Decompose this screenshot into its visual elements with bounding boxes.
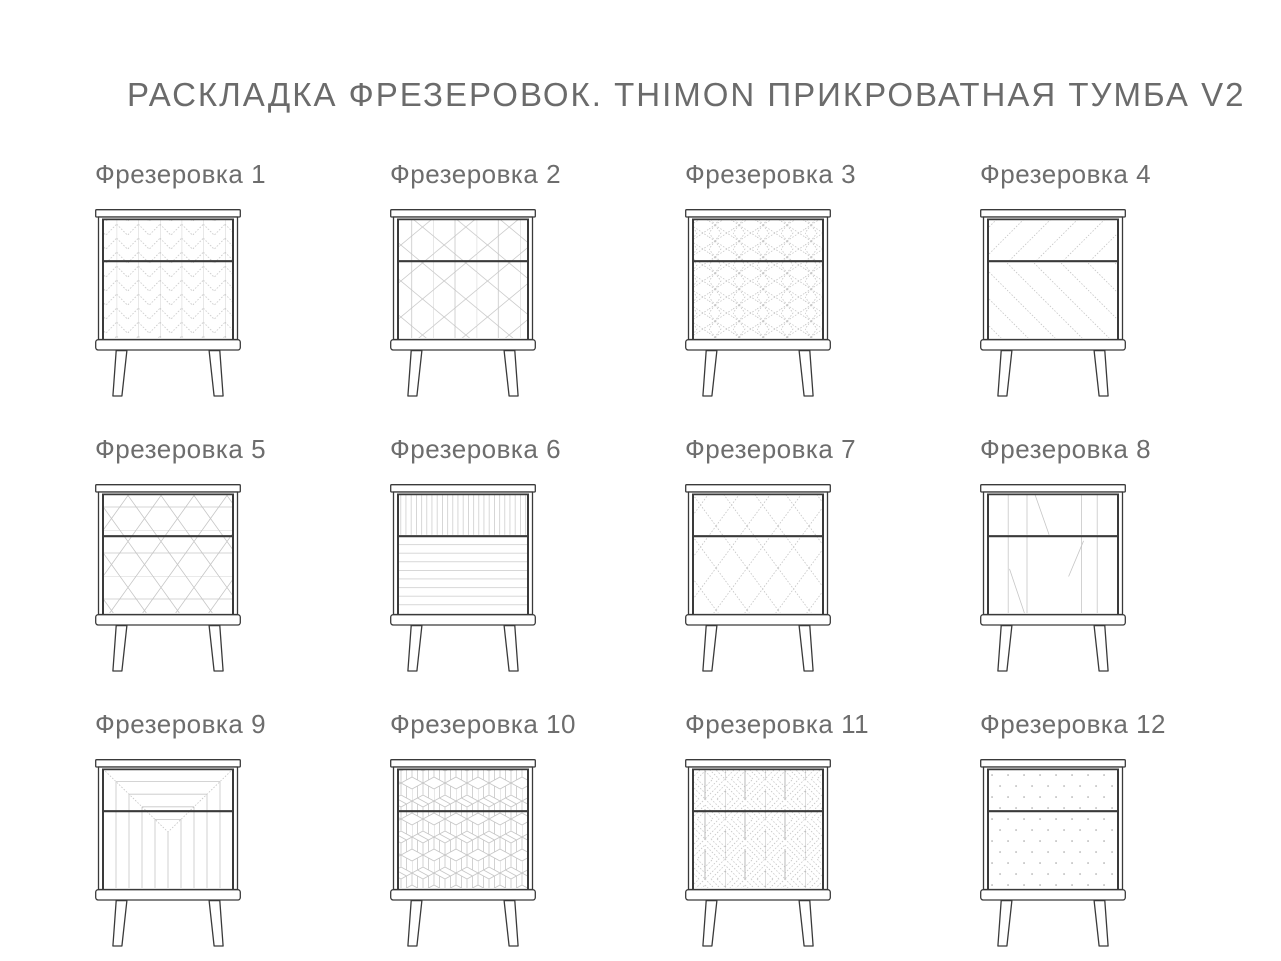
cabinet-drawing: [685, 209, 831, 397]
right-leg: [1094, 626, 1108, 671]
cabinet-top: [391, 210, 536, 217]
cabinet-base: [686, 615, 831, 625]
cabinet-body: [984, 492, 1123, 615]
cabinet-drawing-wrap: [95, 484, 241, 672]
cabinet-drawing-wrap: [95, 209, 241, 397]
milling-option: [685, 709, 895, 947]
cabinet-base: [981, 890, 1126, 900]
front-pattern: [103, 219, 233, 338]
front-pattern: [693, 219, 823, 338]
cabinet-base: [981, 615, 1126, 625]
cabinet-top: [391, 760, 536, 767]
cabinet-drawing: [980, 484, 1126, 672]
milling-option-label: Фрезеровка 1: [95, 159, 267, 189]
front-pattern: [398, 219, 528, 338]
cabinet-drawing-wrap: [390, 209, 536, 397]
cabinet-drawing-wrap: [685, 484, 831, 672]
cabinet-drawing-wrap: [980, 209, 1126, 397]
milling-options-grid: [0, 159, 1281, 947]
top-drawer-pattern: [398, 494, 528, 535]
left-leg: [113, 901, 127, 946]
cabinet-top: [981, 485, 1126, 492]
front-pattern: [988, 769, 1118, 888]
milling-option-label: Фрезеровка 9: [95, 709, 267, 739]
right-leg: [209, 351, 223, 396]
cabinet-top: [96, 760, 241, 767]
cabinet-base: [96, 340, 241, 350]
front-pattern: [398, 769, 528, 888]
cabinet-top: [686, 485, 831, 492]
right-leg: [209, 626, 223, 671]
cabinet-drawing: [980, 209, 1126, 397]
milling-option: [95, 159, 305, 397]
cabinet-drawing: [685, 759, 831, 947]
cabinet-base: [981, 340, 1126, 350]
cabinet-top: [686, 210, 831, 217]
front-pattern: [103, 494, 233, 613]
front-pattern: [693, 769, 823, 888]
milling-option: [95, 709, 305, 947]
left-leg: [703, 351, 717, 396]
cabinet-drawing: [390, 484, 536, 672]
cabinet-drawing: [390, 209, 536, 397]
milling-option-label: Фрезеровка 2: [390, 159, 562, 189]
cabinet-base: [96, 615, 241, 625]
milling-option: [980, 159, 1190, 397]
bottom-drawer-pattern: [988, 262, 1118, 338]
right-leg: [799, 901, 813, 946]
milling-option: [980, 434, 1190, 672]
milling-option: [390, 709, 600, 947]
left-leg: [998, 351, 1012, 396]
cabinet-drawing: [685, 484, 831, 672]
milling-option-label: Фрезеровка 12: [980, 709, 1166, 739]
cabinet-base: [391, 890, 536, 900]
top-drawer-pattern: [988, 219, 1118, 260]
cabinet-base: [391, 340, 536, 350]
cabinet-drawing-wrap: [95, 759, 241, 947]
cabinet-drawing: [980, 759, 1126, 947]
cabinet-drawing-wrap: [980, 484, 1126, 672]
right-leg: [1094, 901, 1108, 946]
right-leg: [504, 351, 518, 396]
milling-option: [95, 434, 305, 672]
right-leg: [209, 901, 223, 946]
cabinet-drawing-wrap: [685, 759, 831, 947]
milling-option: [980, 709, 1190, 947]
cabinet-top: [981, 760, 1126, 767]
cabinet-base: [391, 615, 536, 625]
left-leg: [703, 626, 717, 671]
cabinet-top: [96, 485, 241, 492]
cabinet-drawing: [390, 759, 536, 947]
front-pattern: [693, 494, 823, 613]
right-leg: [799, 626, 813, 671]
milling-option-label: Фрезеровка 11: [685, 709, 870, 739]
milling-option-label: Фрезеровка 3: [685, 159, 857, 189]
right-leg: [504, 626, 518, 671]
left-leg: [408, 351, 422, 396]
left-leg: [998, 626, 1012, 671]
right-leg: [799, 351, 813, 396]
cabinet-base: [686, 890, 831, 900]
cabinet-top: [96, 210, 241, 217]
milling-option: [390, 159, 600, 397]
left-leg: [113, 351, 127, 396]
milling-option-label: Фрезеровка 7: [685, 434, 857, 464]
cabinet-top: [981, 210, 1126, 217]
milling-option: [685, 159, 895, 397]
milling-option-label: Фрезеровка 5: [95, 434, 267, 464]
cabinet-drawing-wrap: [390, 759, 536, 947]
milling-option-label: Фрезеровка 6: [390, 434, 562, 464]
right-leg: [504, 901, 518, 946]
page-title: РАСКЛАДКА ФРЕЗЕРОВОК. THIMON ПРИКРОВАТНАЯ ТУМБА V2: [127, 76, 1246, 113]
left-leg: [703, 901, 717, 946]
milling-option-label: Фрезеровка 4: [980, 159, 1152, 189]
left-leg: [998, 901, 1012, 946]
left-leg: [408, 901, 422, 946]
cabinet-drawing: [95, 209, 241, 397]
milling-option-label: Фрезеровка 8: [980, 434, 1152, 464]
cabinet-base: [686, 340, 831, 350]
cabinet-top: [391, 485, 536, 492]
cabinet-top: [686, 760, 831, 767]
milling-option: [390, 434, 600, 672]
cabinet-drawing: [95, 484, 241, 672]
milling-option-label: Фрезеровка 10: [390, 709, 576, 739]
bottom-drawer-pattern: [398, 537, 528, 613]
milling-option: [685, 434, 895, 672]
cabinet-base: [96, 890, 241, 900]
left-leg: [408, 626, 422, 671]
cabinet-drawing: [95, 759, 241, 947]
left-leg: [113, 626, 127, 671]
cabinet-drawing-wrap: [685, 209, 831, 397]
cabinet-drawing-wrap: [980, 759, 1126, 947]
right-leg: [1094, 351, 1108, 396]
cabinet-drawing-wrap: [390, 484, 536, 672]
